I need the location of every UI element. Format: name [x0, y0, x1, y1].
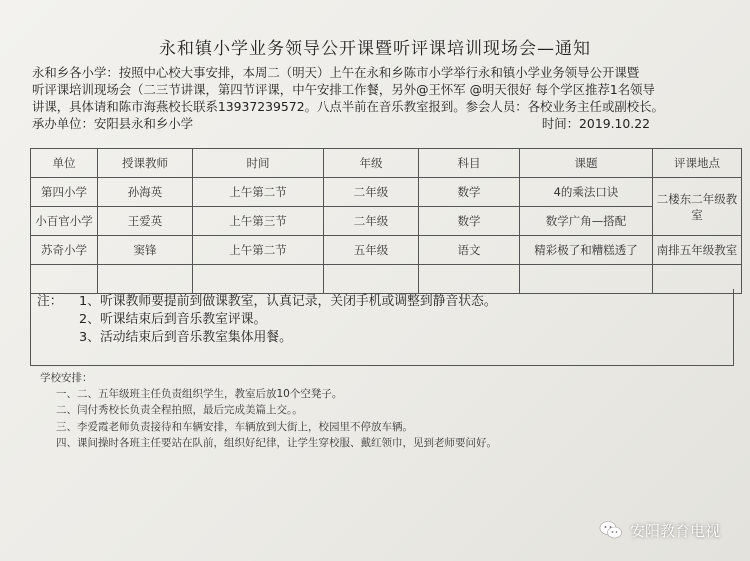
- organizer: 承办单位：安阳县永和乡小学: [32, 116, 194, 131]
- cell-teacher: 王爱英: [98, 207, 193, 236]
- header-time: 时间: [193, 149, 324, 178]
- cell-topic: 4的乘法口诀: [520, 178, 653, 207]
- school-arrangements: [40, 370, 497, 451]
- notes-box: [30, 289, 734, 366]
- header-grade: 年级: [324, 149, 419, 178]
- header-location: 评课地点: [653, 149, 742, 178]
- header-topic: 课题: [520, 149, 653, 178]
- cell-topic: 精彩极了和糟糕透了: [520, 236, 653, 265]
- cell-grade: 二年级: [324, 207, 419, 236]
- note-item: 2、听课结束后到音乐教室评课。: [79, 312, 267, 327]
- schedule-table: [30, 148, 742, 294]
- header-subject: 科目: [419, 149, 520, 178]
- table-row: [31, 207, 742, 236]
- watermark-text: 安阳教育电视: [629, 521, 720, 540]
- cell-unit: 小百官小学: [31, 207, 98, 236]
- intro-line: 听评课培训现场会（二三节讲课，第四节评课，中午安排工作餐，另外@王怀军 @明天很好 每个学区推荐1名领导: [32, 82, 655, 97]
- school-item: 二、闫付秀校长负责全程拍照，最后完成美篇上交。。: [56, 404, 303, 417]
- school-heading: 学校安排：: [40, 372, 93, 384]
- cell-time: 上午第二节: [193, 236, 324, 265]
- cell-subject: 数学: [419, 178, 520, 207]
- watermark-logo: [598, 517, 720, 543]
- cell-teacher: 窦锋: [98, 236, 193, 265]
- intro-line: 讲课，具体请和陈市海燕校长联系13937239572。八点半前在音乐教室报到。参会人员：各校业务主任或副校长。: [32, 99, 664, 114]
- notice-title: 永和镇小学业务领导公开课暨听评课培训现场会—通知: [159, 39, 591, 59]
- cell-topic: 数学广角—搭配: [520, 207, 653, 236]
- intro-line: 永和乡各小学：按照中心校大事安排，本周二（明天）上午在永和乡陈市小学举行永和镇小学业务领导公开课暨: [32, 65, 640, 80]
- note-item: 3、活动结束后到音乐教室集体用餐。: [79, 330, 292, 345]
- header-unit: 单位: [31, 149, 98, 178]
- header-teacher: 授课教师: [98, 149, 193, 178]
- table-row: [31, 178, 742, 207]
- cell-unit: 苏奇小学: [31, 236, 98, 265]
- school-item: 三、李爱霞老师负责接待和车辆安排，车辆放到大街上，校园里不停放车辆。: [56, 420, 413, 433]
- table-row: [31, 236, 742, 265]
- cell-location: 二楼东二年级教室: [653, 178, 742, 236]
- table-header-row: [31, 149, 742, 178]
- wechat-icon: [598, 517, 624, 543]
- cell-unit: 第四小学: [31, 178, 98, 207]
- notes-label: 注：: [37, 294, 63, 309]
- school-item: 四、课间操时各班主任要站在队前，组织好纪律，让学生穿校服、戴红领巾，见到老师要问好。: [56, 436, 497, 449]
- notice-date: 时间：2019.10.22: [541, 116, 650, 131]
- cell-subject: 语文: [419, 236, 520, 265]
- cell-grade: 五年级: [324, 236, 419, 265]
- cell-grade: 二年级: [324, 178, 419, 207]
- note-item: 1、听课教师要提前到做课教室，认真记录，关闭手机或调整到静音状态。: [79, 294, 497, 309]
- notice-intro: [32, 64, 738, 132]
- cell-subject: 数学: [419, 207, 520, 236]
- school-item: 一、二、五年级班主任负责组织学生，教室后放10个空凳子。: [56, 388, 343, 401]
- cell-teacher: 孙海英: [98, 178, 193, 207]
- cell-location: 南排五年级教室: [653, 236, 742, 265]
- cell-time: 上午第三节: [193, 207, 324, 236]
- cell-time: 上午第二节: [193, 178, 324, 207]
